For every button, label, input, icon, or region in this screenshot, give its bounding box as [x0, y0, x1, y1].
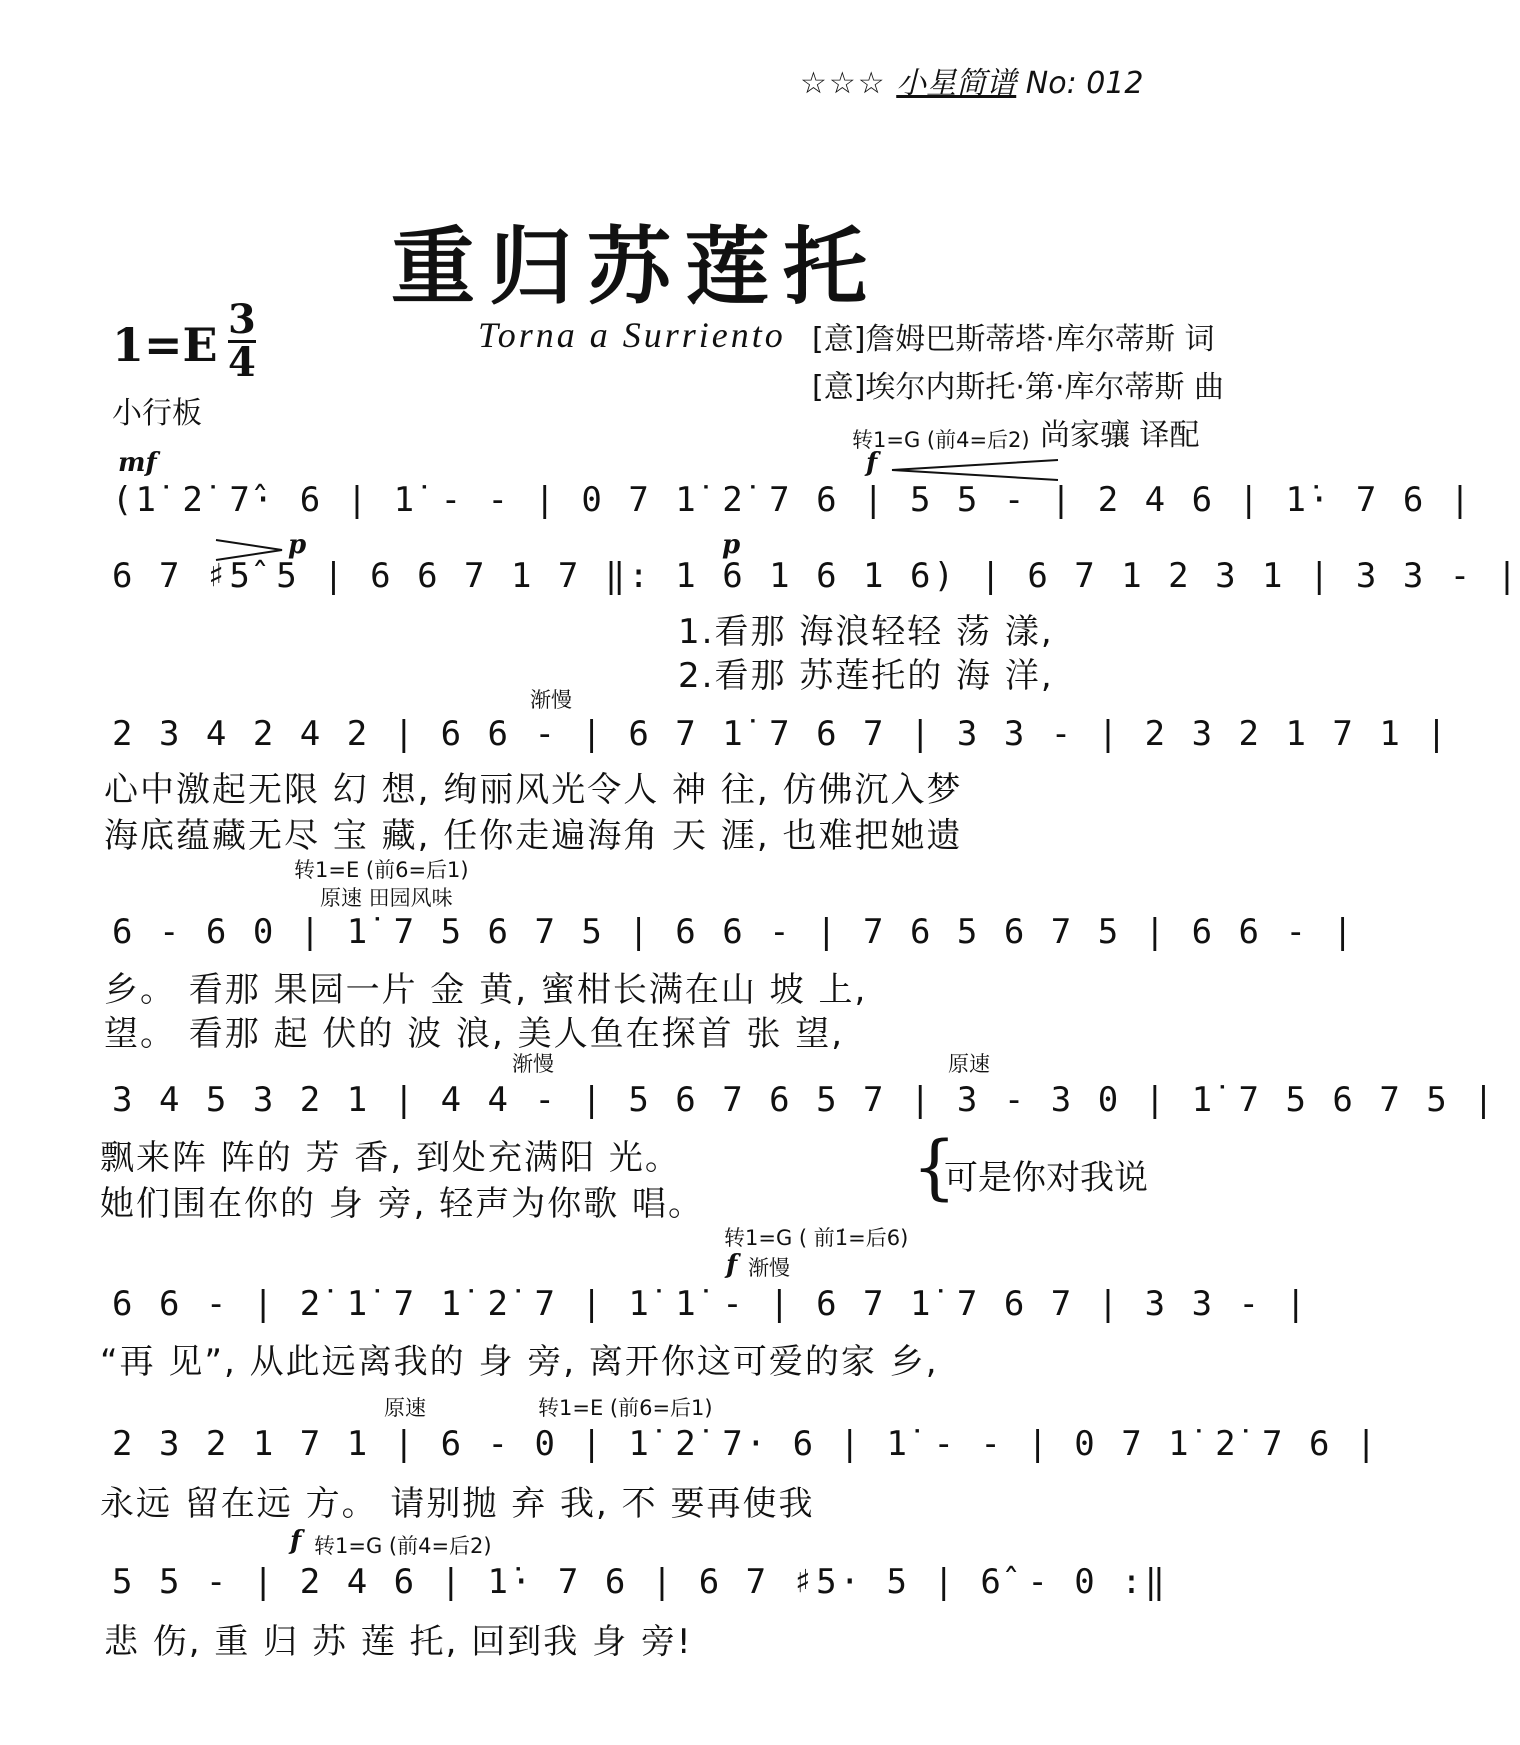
- tempo-marking: 小行板: [112, 396, 202, 431]
- lyric-verse-1: 飘来阵 阵的 芳 香, 到处充满阳 光。: [100, 1138, 681, 1178]
- notation-row-6: 6 6 - | 2̇ 1̇ 7 1̇ 2̇ 7 | 1̇ 1̇ - | 6 7 1̇ 7 6 7 | 3 3 - |: [112, 1284, 1309, 1324]
- key-change-mark: 转1=E (前6=后1): [538, 1396, 713, 1420]
- dynamic-mark: f: [866, 448, 878, 478]
- lyric-refrain: 悲 伤, 重 归 苏 莲 托, 回到我 身 旁!: [104, 1622, 693, 1662]
- dynamic-mark: p: [288, 530, 307, 560]
- lyric-verse-2: 2.看那 苏莲托的 海 洋,: [678, 656, 1054, 696]
- series-header: [800, 58, 1143, 102]
- key-change-mark: 转1=G ( 前1̇=后6): [724, 1226, 909, 1250]
- composer-credit: [意]埃尔内斯托·第·库尔蒂斯 曲: [812, 370, 1225, 405]
- stars-icon: ☆☆☆: [800, 66, 887, 101]
- key-change-mark: 转1=G (前4=后2): [852, 428, 1030, 452]
- lyric-verse-1: 1.看那 海浪轻轻 荡 漾,: [678, 612, 1054, 652]
- tempo-change-mark: 渐慢: [748, 1256, 790, 1280]
- tempo-change-mark: 渐慢: [512, 1052, 554, 1076]
- time-signature-top: 3: [228, 296, 256, 343]
- tempo-change-mark: 原速: [384, 1396, 426, 1420]
- lyric-refrain: 永远 留在远 方。 请别抛 弃 我, 不 要再使我: [100, 1484, 815, 1524]
- time-signature-bottom: 4: [228, 339, 256, 386]
- key-change-mark: 转1=G (前4=后2): [314, 1534, 492, 1558]
- lyric-refrain: “再 见”, 从此远离我的 身 旁, 离开你这可爱的家 乡,: [100, 1342, 939, 1382]
- song-title: 重归苏莲托: [390, 217, 881, 316]
- tempo-change-mark: 渐慢: [530, 688, 572, 712]
- dynamic-mark: p: [722, 530, 741, 560]
- lyric-verse-1: 乡。 看那 果园一片 金 黄, 蜜柑长满在山 坡 上,: [104, 970, 868, 1010]
- time-signature: [228, 296, 256, 386]
- lyric-verse-2: 海底蕴藏无尽 宝 藏, 任你走遍海角 天 涯, 也难把她遗: [104, 816, 963, 856]
- notation-row-3: 2 3 4 2 4 2 | 6 6 - | 6 7 1̇ 7 6 7 | 3 3 - | 2 3 2 1 7 1 |: [112, 714, 1450, 754]
- lyric-verse-2: 望。 看那 起 伏的 波 浪, 美人鱼在探首 张 望,: [104, 1014, 845, 1054]
- dynamic-mark: f: [726, 1250, 738, 1280]
- tempo-change-mark: 原速: [948, 1052, 990, 1076]
- notation-row-8: 5 5 - | 2 4 6 | 1̇· 7 6 | 6 7 ♯5· 5 | 6̂ - 0 :‖: [112, 1562, 1169, 1602]
- arranger-credit: 尚家骧 译配: [1040, 418, 1200, 453]
- score-number: No: 012: [1025, 66, 1144, 101]
- notation-row-4: 6 - 6 0 | 1̇ 7 5 6 7 5 | 6 6 - | 7 6 5 6 7 5 | 6 6 - |: [112, 912, 1356, 952]
- lyric-verse-2: 她们围在你的 身 旁, 轻声为你歌 唱。: [100, 1184, 705, 1224]
- crescendo-hairpin: [890, 458, 1060, 482]
- notation-row-5: 3 4 5 3 2 1 | 4 4 - | 5 6 7 6 5 7 | 3 - 3 0 | 1̇ 7 5 6 7 5 |: [112, 1080, 1497, 1120]
- series-name: 小星简谱: [896, 66, 1017, 101]
- notation-row-1: (1̇ 2̇ 7̂· 6 | 1̇ - - | 0 7 1̇ 2̇ 7 6 | 5 5 - | 2 4 6 | 1̇· 7 6 |: [112, 480, 1474, 520]
- lyric-refrain-lead: 可是你对我说: [944, 1158, 1148, 1198]
- dynamic-mark: mf: [118, 448, 157, 478]
- tempo-change-mark: 原速 田园风味: [320, 886, 453, 910]
- key-change-mark: 转1=E (前6=后1): [294, 858, 469, 882]
- lyric-verse-1: 心中激起无限 幻 想, 绚丽风光令人 神 往, 仿佛沉入梦: [104, 770, 963, 810]
- dynamic-mark: f: [290, 1526, 302, 1556]
- key-signature: 1=E: [112, 318, 218, 372]
- brace-icon: {: [912, 1126, 957, 1208]
- lyricist-credit: [意]詹姆巴斯蒂塔·库尔蒂斯 词: [812, 322, 1215, 357]
- notation-row-7: 2 3 2 1 7 1 | 6 - 0 | 1̇ 2̇ 7· 6 | 1̇ - - | 0 7 1̇ 2̇ 7 6 |: [112, 1424, 1380, 1464]
- song-subtitle: Torna a Surriento: [478, 315, 786, 355]
- notation-row-2: 6 7 ♯5̂ 5 | 6 6 7 1 7 ‖: 1 6 1 6 1 6) | 6 7 1 2 3 1 | 3 3 - |: [112, 556, 1520, 596]
